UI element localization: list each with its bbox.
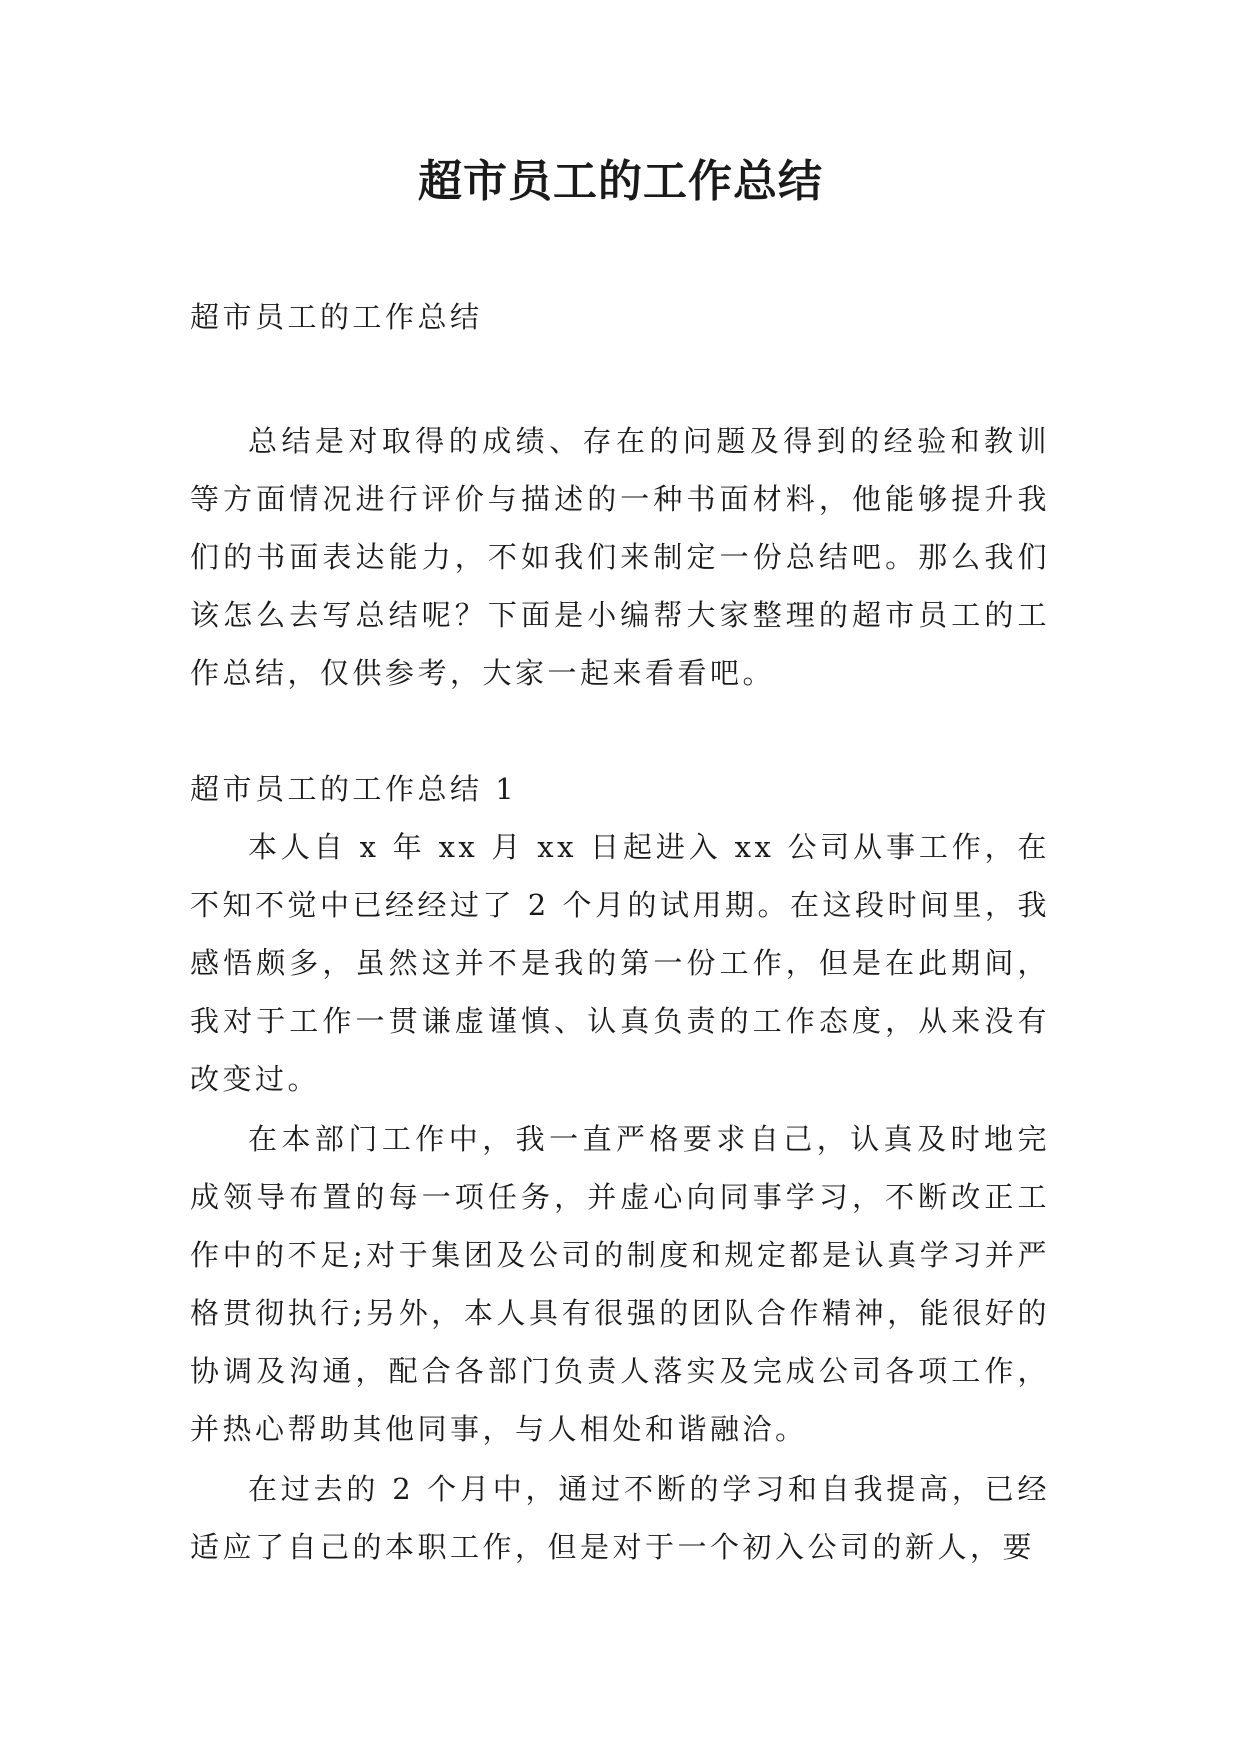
document-subtitle: 超市员工的工作总结 bbox=[190, 300, 483, 334]
body-paragraph: 在本部门工作中，我一直严格要求自己，认真及时地完成领导布置的每一项任务，并虚心向同事学习，不断改正工作中的不足;对于集团及公司的制度和规定都是认真学习并严格贯彻执行;另外，本人具有很强的团队合作精神，能很好的协调及沟通，配合各部门负责人落实及完成公司各项工作，并热心帮助其他同事，与人相处和谐融洽。 bbox=[190, 1122, 1050, 1446]
document-title: 超市员工的工作总结 bbox=[418, 156, 823, 207]
document-body bbox=[190, 288, 1050, 1576]
section-heading: 超市员工的工作总结 1 bbox=[190, 772, 518, 806]
body-paragraph: 在过去的 2 个月中，通过不断的学习和自我提高，已经适应了自己的本职工作，但是对于一个初入公司的新人，要 bbox=[190, 1472, 1050, 1564]
body-paragraph: 本人自 x 年 xx 月 xx 日起进入 xx 公司从事工作，在不知不觉中已经经过了 2 个月的试用期。在这段时间里，我感悟颇多，虽然这并不是我的第一份工作，但是在此期间，我对于工作一贯谦虚谨慎、认真负责的工作态度，从来没有改变过。 bbox=[190, 830, 1050, 1096]
intro-paragraph: 总结是对取得的成绩、存在的问题及得到的经验和教训等方面情况进行评价与描述的一种书面材料，他能够提升我们的书面表达能力，不如我们来制定一份总结吧。那么我们该怎么去写总结呢？下面是小编帮大家整理的超市员工的工作总结，仅供参考，大家一起来看看吧。 bbox=[190, 424, 1050, 690]
